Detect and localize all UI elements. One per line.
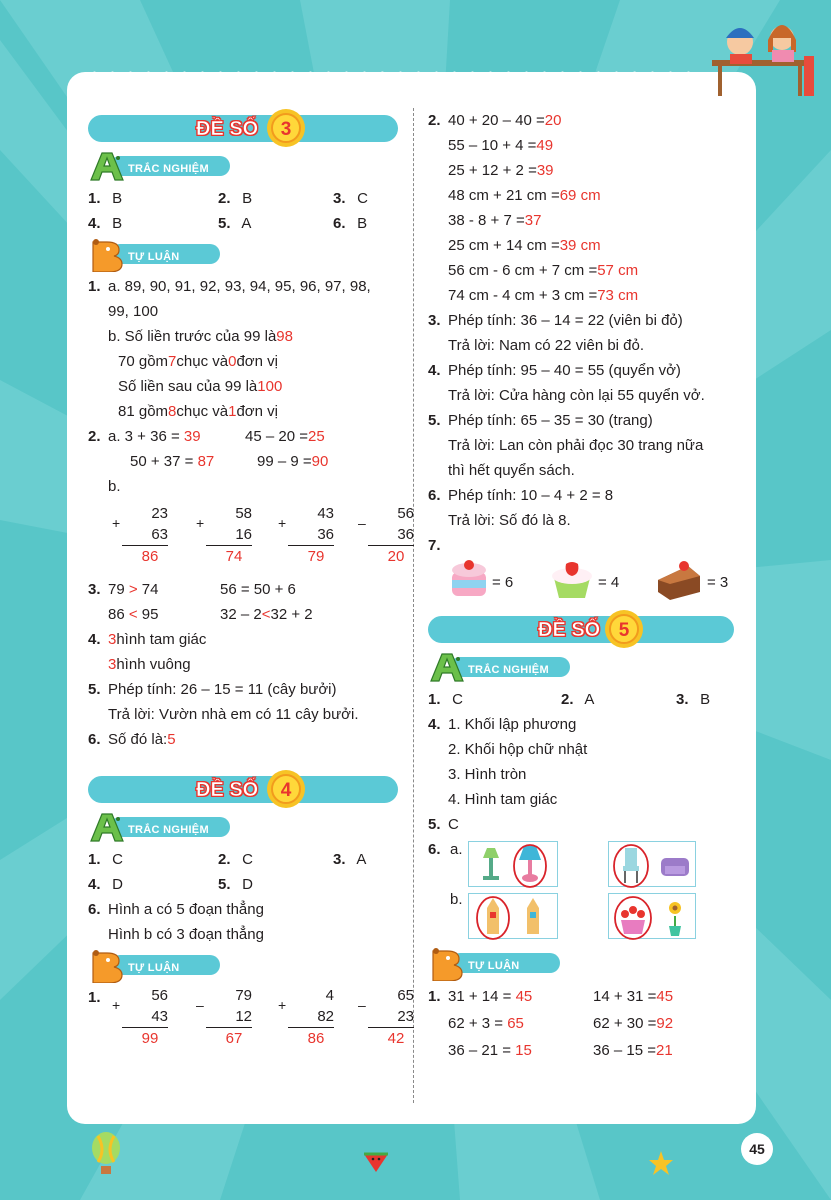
de-so-4-banner: [88, 776, 398, 803]
de-so-5-banner: [428, 616, 734, 643]
vertical-difference: – 79 12 67: [196, 987, 252, 1047]
letter-a-icon: [88, 811, 128, 845]
section-title: TỰ LUẬN: [128, 962, 180, 974]
trac-nghiem-header: [88, 152, 398, 180]
vertical-sum: + 23 63 86: [112, 505, 168, 565]
column-divider: [413, 108, 414, 1103]
letter-b-icon: [88, 238, 128, 272]
watermelon-icon: [362, 1150, 390, 1174]
vertical-sum: + 56 43 99: [112, 987, 168, 1047]
answer-row: 1. B 2. B 3. C: [88, 190, 369, 207]
cake-values: = 6 = 4 = 3: [428, 558, 738, 606]
kids-at-table-illustration: [708, 16, 818, 98]
tu-luan-header: [88, 951, 398, 979]
page-number: 45: [741, 1133, 773, 1165]
right-column: 2. 40 + 20 – 40 = 20 55 – 10 + 4 = 49 25 + 12 + 2 = 39 48 cm + 21 cm = 69 cm 38 - 8 + 7 = 37 25 cm + 14 cm = 39 cm 56 cm - 6 cm + 7 cm = 57 cm 74 cm - 4 cm + 3 cm = 73 cm 3. Phép tính: 36 – 14 = 22 (viên bi đỏ) Trả lời: Nam có 22 viên bi đỏ. 4. Phép tính: 95 – 40 = 55 (quyển vở) Trả lời: Cửa hàng còn lại 55 quyển vở. 5. Phép tính: 65 – 35 = 30 (trang) Trả lời: Lan còn phải đọc 30 trang nữa thì hết quyển sách. 6. Phép tính: 10 – 4 + 2 = 8 Trả lời: Số đó là 8. 7. = 6 = 4 = 3 ĐỀ SỐ 5 TRẮC NGHIỆM 1. C 2. A 3. B 4. 1. Khối lập phương 2. Khối hộp chữ nhật 3. Hình tròn 4. Hình tam giác 5. C 6. a. b. TỰ LUẬN 1. 31 + 14 = 45 14 + 31 = 45 62 + 3 = 65 62 + 30 = 92 36 – 21 = 15 36 – 15 = 21: [428, 108, 738, 1064]
left-column: ĐỀ SỐ 3 TRẮC NGHIỆM 1. B 2. B 3. C 4. B 5. A 6. B TỰ LUẬN 1. a. 89, 90, 91, 92, 93, 94, 95, 96, 97, 98, 99, 100 b. Số liền trước của 99 là 98 70 gồm 7 chục và 0 đơn vị Số liền sau của 99 là 100 81 gồm 8 chục và 1 đơn vị 2. a. 3 + 36 = 39 45 – 20 = 25 50 + 37 = 87 99 – 9 = 90 b. + 23 63 86 + 58 16 74 + 43 36 79 – 56 36 20 3. 79 > 74 56 = 50 + 6 86 < 95 32 – 2 < 32 + 2 4. 3 hình tam giác 3 hình vuông 5. Phép tính: 26 – 15 = 11 (cây bưởi) Trả lời: Vườn nhà em có 11 cây bưởi. 6. Số đó là: 5 ĐỀ SỐ 4 TRẮC NGHIỆM 1. C 2. C 3. A 4. D 5. D 6. Hình a có 5 đoạn thẳng Hình b có 3 đoạn thẳng TỰ LUẬN 1. + 56 43 99 – 79 12 67 + 4 82 86 – 65 23 42: [88, 115, 398, 1061]
star-icon: [648, 1150, 674, 1176]
banner-title: ĐỀ SỐ: [538, 619, 601, 641]
chocolate-cake-icon: [654, 558, 704, 602]
vertical-difference: – 56 36 20: [358, 505, 414, 565]
hot-air-balloon-icon: [88, 1132, 124, 1176]
banner-number: 5: [618, 620, 630, 641]
vertical-difference: – 65 23 42: [358, 987, 414, 1047]
lamps-box: [468, 841, 558, 887]
letter-a-icon: [428, 651, 468, 685]
trac-nghiem-header: [88, 813, 398, 841]
tu-luan-header: [88, 240, 398, 268]
vertical-calculations: [88, 503, 414, 573]
strawberry-cupcake-icon: [548, 558, 596, 602]
banner-title: ĐỀ SỐ: [196, 779, 259, 801]
vertical-sum: + 58 16 74: [196, 505, 252, 565]
sun-badge-icon: [266, 108, 306, 148]
banner-title: ĐỀ SỐ: [196, 118, 259, 140]
section-title: TRẮC NGHIỆM: [468, 664, 549, 676]
vertical-sum: + 43 36 79: [278, 505, 334, 565]
pink-cake-icon: [448, 558, 490, 602]
sun-badge-icon: [604, 609, 644, 649]
picture-answers: 6. a. b.: [428, 837, 738, 945]
flowers-box: [608, 893, 696, 939]
spiral-binding: [86, 58, 706, 98]
chairs-box: [608, 841, 696, 887]
banner-number: 4: [280, 780, 292, 801]
sun-badge-icon: [266, 769, 306, 809]
section-title: TRẮC NGHIỆM: [128, 824, 209, 836]
banner-number: 3: [280, 119, 292, 140]
section-title: TỰ LUẬN: [128, 251, 180, 263]
letter-b-icon: [428, 947, 468, 981]
letter-a-icon: [88, 150, 128, 184]
tu-luan-header: [428, 949, 738, 977]
vertical-calculations: 1. + 56 43 99 – 79 12 67 + 4 82 86 – 65 23 42: [88, 987, 414, 1047]
section-title: TỰ LUẬN: [468, 960, 520, 972]
section-title: TRẮC NGHIỆM: [128, 163, 209, 175]
answer-row: 4. B 5. A 6. B: [88, 215, 368, 232]
towers-box: [468, 893, 558, 939]
letter-b-icon: [88, 949, 128, 983]
vertical-sum: + 4 82 86: [278, 987, 334, 1047]
trac-nghiem-header: [428, 653, 738, 681]
de-so-3-banner: [88, 115, 398, 142]
